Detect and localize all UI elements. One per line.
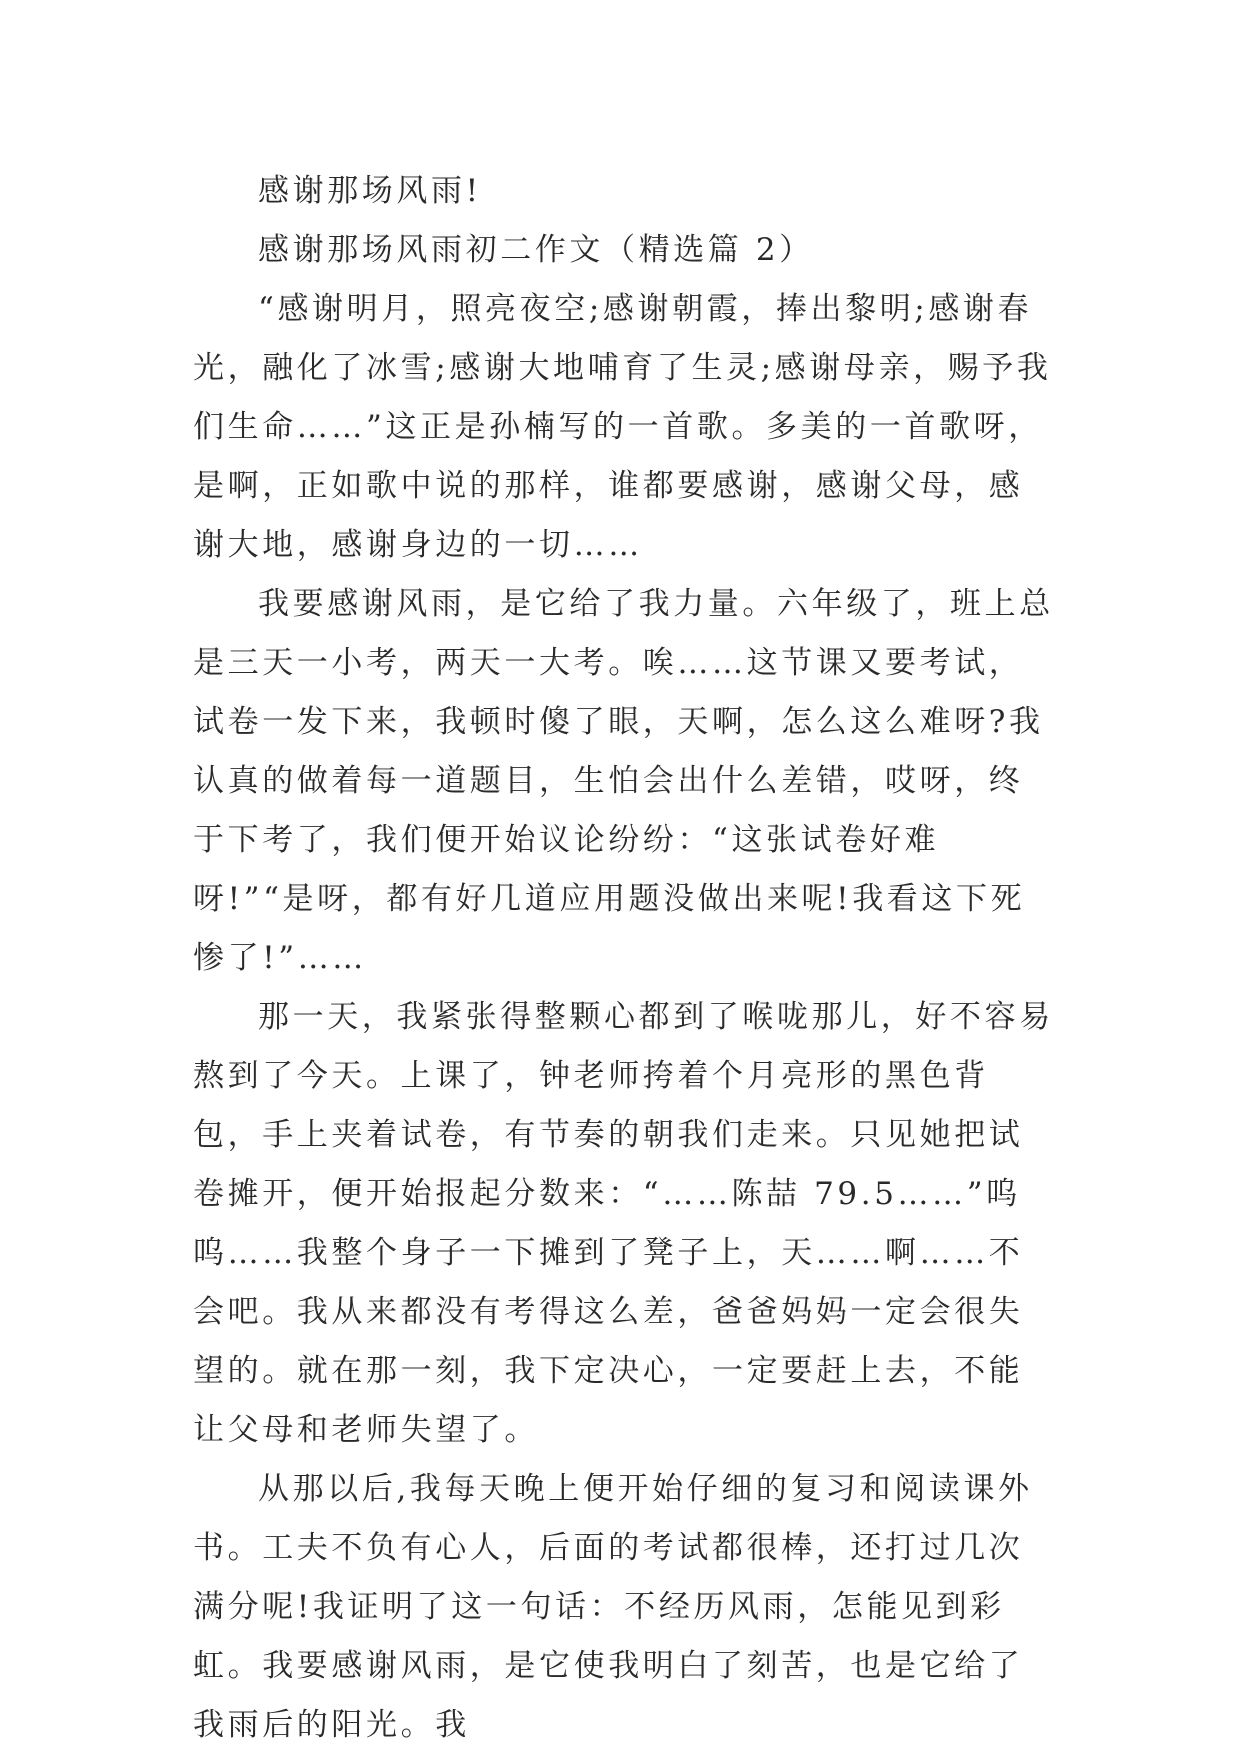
paragraph-2: 我要感谢风雨，是它给了我力量。六年级了，班上总是三天一小考，两天一大考。唉……这节课又要考试，试卷一发下来，我顿时傻了眼，天啊，怎么这么难呀?我认真的做着每一道题目，生怕会出什么差错，哎呀，终于下考了，我们便开始议论纷纷：“这张试卷好难呀!”“是呀，都有好几道应用题没做出来呢!我看这下死惨了!”…… bbox=[193, 586, 1054, 976]
paragraph-4: 从那以后,我每天晚上便开始仔细的复习和阅读课外书。工夫不负有心人，后面的考试都很棒，还打过几次满分呢!我证明了这一句话：不经历风雨，怎能见到彩虹。我要感谢风雨，是它使我明白了刻苦，也是它给了我雨后的阳光。我 bbox=[193, 1471, 1033, 1743]
document-body bbox=[193, 162, 1055, 1755]
closing-line: 感谢那场风雨! bbox=[258, 173, 482, 209]
paragraph-3: 那一天，我紧张得整颗心都到了喉咙那儿，好不容易熬到了今天。上课了，钟老师挎着个月亮形的黑色背包，手上夹着试卷，有节奏的朝我们走来。只见她把试卷摊开，便开始报起分数来：“……陈喆 79.5……”呜呜……我整个身子一下摊到了凳子上，天……啊……不会吧。我从来都没有考得这么差，爸爸妈妈一定会很失望的。就在那一刻，我下定决心，一定要赶上去，不能让父母和老师失望了。 bbox=[193, 999, 1054, 1448]
paragraph-1: “感谢明月，照亮夜空;感谢朝霞，捧出黎明;感谢春光，融化了冰雪;感谢大地哺育了生灵;感谢母亲，赐予我们生命……”这正是孙楠写的一首歌。多美的一首歌呀，是啊，正如歌中说的那样，谁都要感谢，感谢父母，感谢大地，感谢身边的一切…… bbox=[193, 291, 1052, 563]
section-title: 感谢那场风雨初二作文（精选篇 2） bbox=[258, 232, 814, 268]
